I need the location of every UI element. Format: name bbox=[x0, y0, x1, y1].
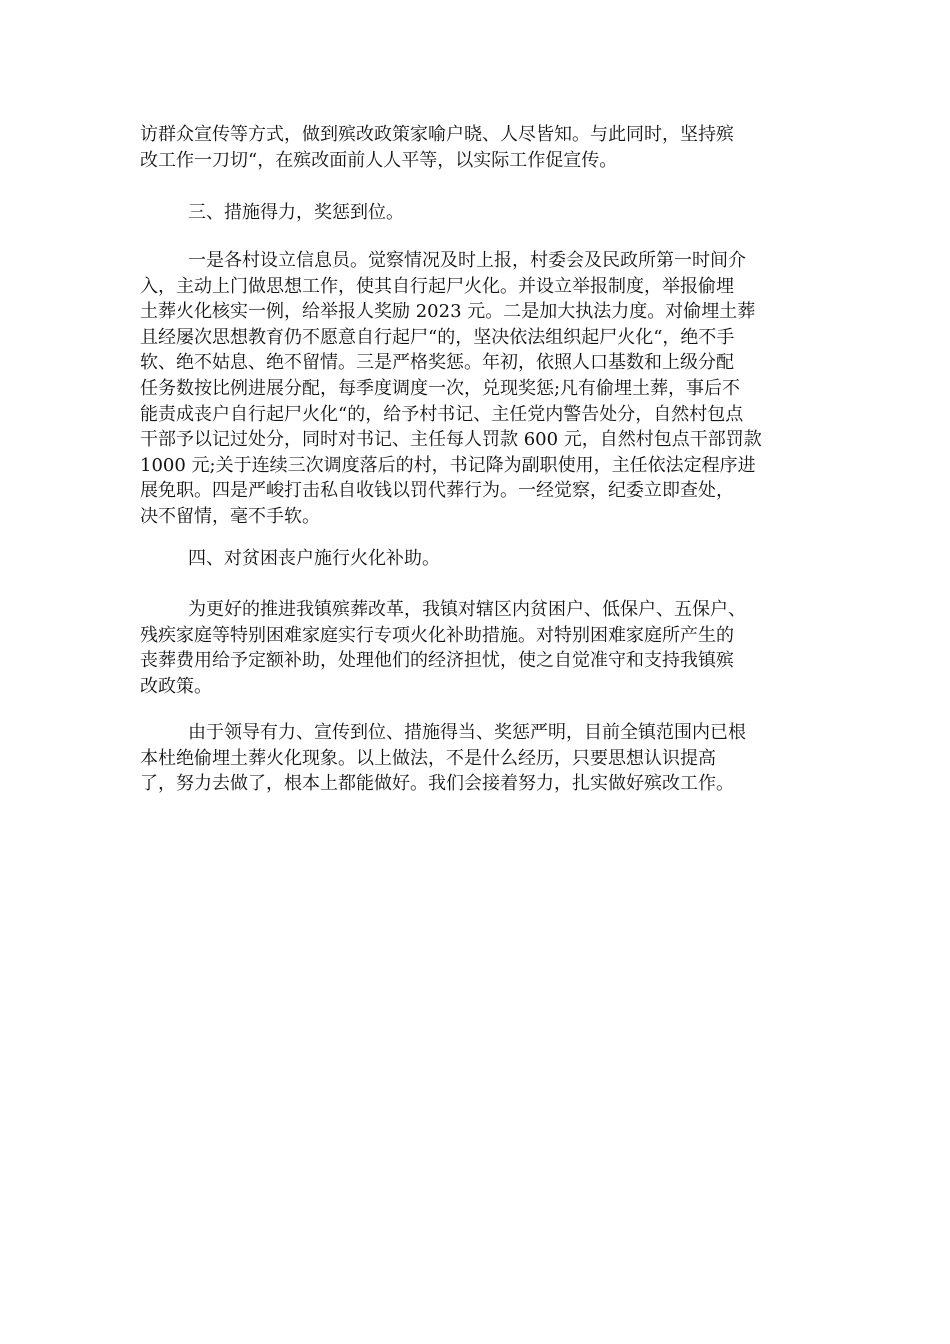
text-line: 丧葬费用给予定额补助，处理他们的经济担忧，使之自觉准守和支持我镇殡 bbox=[140, 650, 734, 672]
text-line: 能责成丧户自行起尸火化“的，给予村书记、主任党内警告处分，自然村包点 bbox=[140, 403, 744, 425]
section-heading-3 bbox=[140, 200, 810, 226]
text-line: 本杜绝偷埋土葬火化现象。以上做法，不是什么经历，只要思想认识提高 bbox=[140, 747, 716, 769]
text-line: 一是各村设立信息员。觉察情况及时上报，村委会及民政所第一时间介 bbox=[188, 250, 746, 271]
text-line: 土葬火化核实一例，给举报人奖励 2023 元。二是加大执法力度。对偷埋土葬 bbox=[140, 301, 756, 323]
text-line: 决不留情，毫不手软。 bbox=[140, 505, 320, 527]
text-line: 由于领导有力、宣传到位、措施得当、奖惩严明，目前全镇范围内已根 bbox=[188, 722, 746, 743]
section-heading-4 bbox=[140, 546, 810, 572]
text-line: 且经屡次思想教育仍不愿意自行起尸“的，坚决依法组织起尸火化“，绝不手 bbox=[140, 326, 735, 348]
text-line: 残疾家庭等特别困难家庭实行专项火化补助措施。对特别困难家庭所产生的 bbox=[140, 624, 734, 646]
text-line: 访群众宣传等方式，做到殡改政策家喻户晓、人尽皆知。与此同时，坚持殡 bbox=[140, 124, 734, 145]
text-line: 干部予以记过处分，同时对书记、主任每人罚款 600 元，自然村包点干部罚款 bbox=[140, 429, 762, 451]
text-line: 改政策。 bbox=[140, 675, 212, 697]
heading-text: 四、对贫困丧户施行火化补助。 bbox=[188, 548, 440, 569]
text-line: 改工作一刀切“，在殡改面前人人平等，以实际工作促宣传。 bbox=[140, 149, 618, 171]
text-line: 入，主动上门做思想工作，使其自行起尸火化。并设立举报制度，举报偷埋 bbox=[140, 275, 734, 297]
text-line: 展免职。四是严峻打击私自收钱以罚代葬行为。一经觉察，纪委立即查处， bbox=[140, 480, 734, 502]
paragraph-conclusion bbox=[140, 720, 810, 797]
paragraph-publicity-continued bbox=[140, 122, 810, 173]
text-line: 为更好的推进我镇殡葬改革，我镇对辖区内贫困户、低保户、五保户、 bbox=[188, 599, 746, 620]
text-line: 1000 元;关于连续三次调度落后的村，书记降为副职使用，主任依法定程序进 bbox=[140, 454, 756, 476]
paragraph-subsidy bbox=[140, 597, 810, 699]
text-line: 软、绝不姑息、绝不留情。三是严格奖惩。年初，依照人口基数和上级分配 bbox=[140, 352, 734, 374]
text-line: 了，努力去做了，根本上都能做好。我们会接着努力，扎实做好殡改工作。 bbox=[140, 773, 734, 795]
text-line: 任务数按比例进展分配，每季度调度一次，兑现奖惩;凡有偷埋土葬，事后不 bbox=[140, 377, 741, 399]
heading-text: 三、措施得力，奖惩到位。 bbox=[188, 202, 404, 223]
paragraph-measures bbox=[140, 248, 810, 530]
